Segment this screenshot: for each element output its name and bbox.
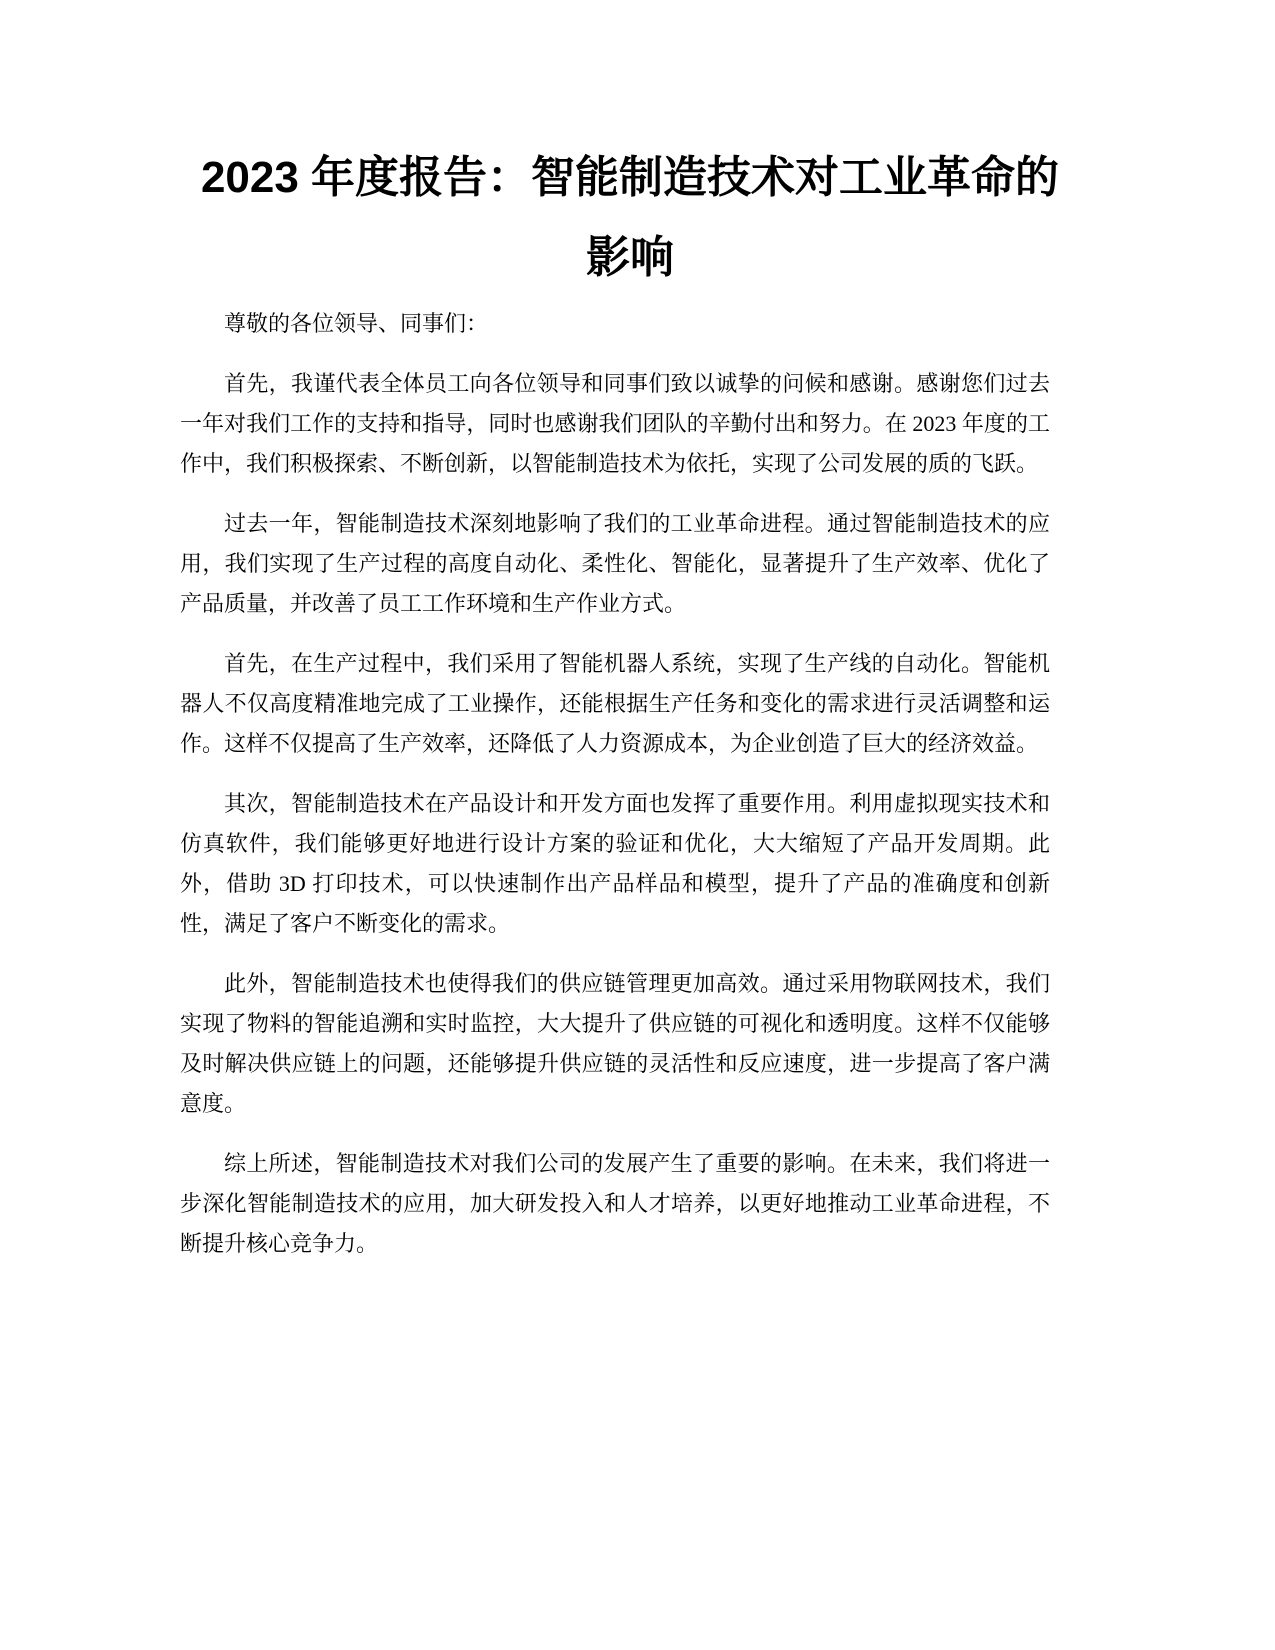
paragraph-1: 首先，我谨代表全体员工向各位领导和同事们致以诚挚的问候和感谢。感谢您们过去一年对我们工作的支持和指导，同时也感谢我们团队的辛勤付出和努力。在 2023 年度的工作中，我们积极探索、不断创新，以智能制造技术为依托，实现了公司发展的质的飞跃。 xyxy=(180,371,1050,476)
title-line-1: 2023 年度报告：智能制造技术对工业革命的 xyxy=(200,153,1060,202)
paragraph-4: 其次，智能制造技术在产品设计和开发方面也发挥了重要作用。利用虚拟现实技术和仿真软件，我们能够更好地进行设计方案的验证和优化，大大缩短了产品开发周期。此外，借助 3D 打印技术，可以快速制作出产品样品和模型，提升了产品的准确度和创新性，满足了客户不断变化的需求。 xyxy=(180,791,1050,936)
salutation: 尊敬的各位领导、同事们： xyxy=(224,311,489,336)
document-title xyxy=(180,138,1080,298)
title-line-2: 影响 xyxy=(586,233,674,282)
paragraph-6: 综上所述，智能制造技术对我们公司的发展产生了重要的影响。在未来，我们将进一步深化智能制造技术的应用，加大研发投入和人才培养，以更好地推动工业革命进程，不断提升核心竞争力。 xyxy=(180,1151,1050,1256)
paragraph-5: 此外，智能制造技术也使得我们的供应链管理更加高效。通过采用物联网技术，我们实现了物料的智能追溯和实时监控，大大提升了供应链的可视化和透明度。这样不仅能够及时解决供应链上的问题，还能够提升供应链的灵活性和反应速度，进一步提高了客户满意度。 xyxy=(180,971,1050,1116)
paragraph-2: 过去一年，智能制造技术深刻地影响了我们的工业革命进程。通过智能制造技术的应用，我们实现了生产过程的高度自动化、柔性化、智能化，显著提升了生产效率、优化了产品质量，并改善了员工工作环境和生产作业方式。 xyxy=(180,511,1050,616)
document-body xyxy=(180,304,1050,1284)
paragraph-3: 首先，在生产过程中，我们采用了智能机器人系统，实现了生产线的自动化。智能机器人不仅高度精准地完成了工业操作，还能根据生产任务和变化的需求进行灵活调整和运作。这样不仅提高了生产效率，还降低了人力资源成本，为企业创造了巨大的经济效益。 xyxy=(180,651,1050,756)
